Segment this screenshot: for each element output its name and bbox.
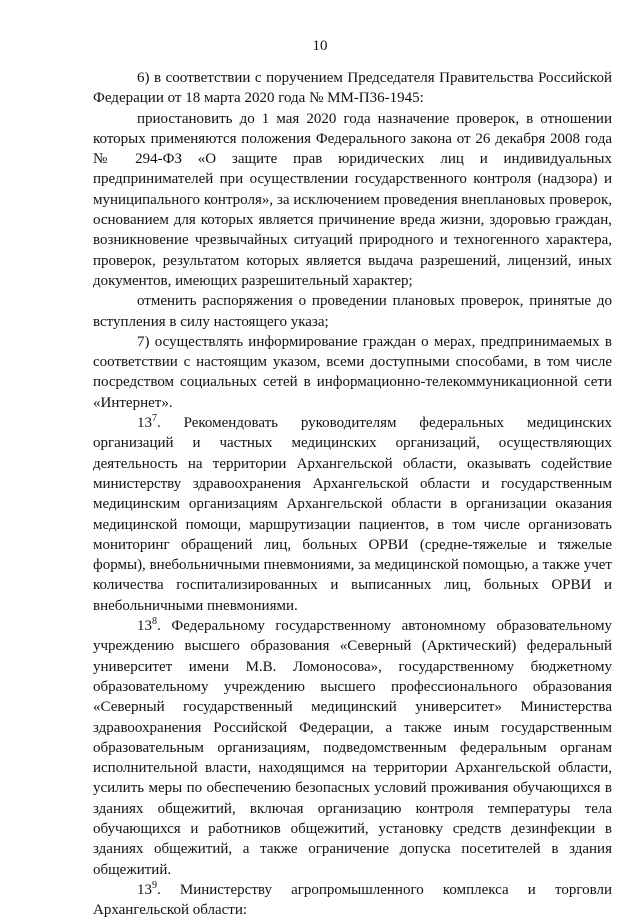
- paragraph-suspend-inspections: приостановить до 1 мая 2020 года назначение проверок, в отношении которых применяются положения Федерального закона от 26 декабря 2008 года № 294-ФЗ «О защите прав юридических лиц и индивидуальных предпринимателей при осуществлении государственного контроля (надзора) и муниципального контроля», за исключением проведения внеплановых проверок, основанием для которых является причинение вреда жизни, здоровью граждан, возникновение чрезвычайных ситуаций природного и техногенного характера, проверок, результатом которых является выдача разрешений, лицензий, иных документов, имеющих разрешительный характер;: [93, 110, 612, 289]
- paragraph-item-6: 6) в соответствии с поручением Председателя Правительства Российской Федерации от 18 марта 2020 года № ММ-П36-1945:: [93, 70, 612, 107]
- section-number: 13: [137, 881, 152, 898]
- paragraph-section-13-8: [93, 616, 612, 880]
- section-text: . Министерству агропромышленного комплекса и торговли Архангельской области:: [93, 881, 612, 919]
- page-number: 10: [312, 38, 328, 54]
- paragraph-section-13-9: [93, 880, 612, 920]
- section-number: 13: [137, 618, 152, 635]
- section-superscript: 8: [152, 616, 157, 628]
- section-superscript: 7: [152, 413, 157, 425]
- section-superscript: 9: [152, 879, 157, 891]
- section-text: . Федеральному государственному автономному образовательному учреждению высшего образования «Северный (Арктический) федеральный университет имени М.В. Ломоносова», государственному бюджетному образовательному учреждению высшего профессионального образования «Северный государственный медицинский университет» Министерства здравоохранения Российской Федерации, а также иным государственным образовательным организациям, подведомственным федеральным органам исполнительной власти, находящимся на территории Архангельской области, усилить меры по обеспечению безопасных условий проживания обучающихся в зданиях общежитий, включая организацию контроля температуры тела обучающихся и работников общежитий, установку средств дезинфекции в зданиях общежитий, а также ограничение допуска посетителей в здания общежитий.: [93, 618, 612, 878]
- paragraph-item-7: 7) осуществлять информирование граждан о мерах, предпринимаемых в соответствии с настоящим указом, всеми доступными способами, в том числе посредством социальных сетей в информационно-телекоммуникационной сети «Интернет».: [93, 333, 612, 411]
- document-body: [93, 68, 612, 920]
- paragraph-section-13-7: [93, 413, 612, 616]
- section-text: . Рекомендовать руководителям федеральных медицинских организаций и частных медицинских организаций, осуществляющих деятельность на территории Архангельской области, оказывать содействие министерству здравоохранения Архангельской области и государственным медицинским организациям Архангельской области в организации оказания медицинской помощи, маршрутизации пациентов, в том числе организовать мониторинг обращений лиц, больных ОРВИ (средне-тяжелые и тяжелые формы), внебольничными пневмониями, за медицинской помощью, а также учет количества госпитализированных и выписанных лиц, больных ОРВИ и внебольничными пневмониями.: [93, 415, 612, 614]
- paragraph-cancel-orders: отменить распоряжения о проведении плановых проверок, принятые до вступления в силу настоящего указа;: [93, 293, 612, 330]
- section-number: 13: [137, 415, 152, 432]
